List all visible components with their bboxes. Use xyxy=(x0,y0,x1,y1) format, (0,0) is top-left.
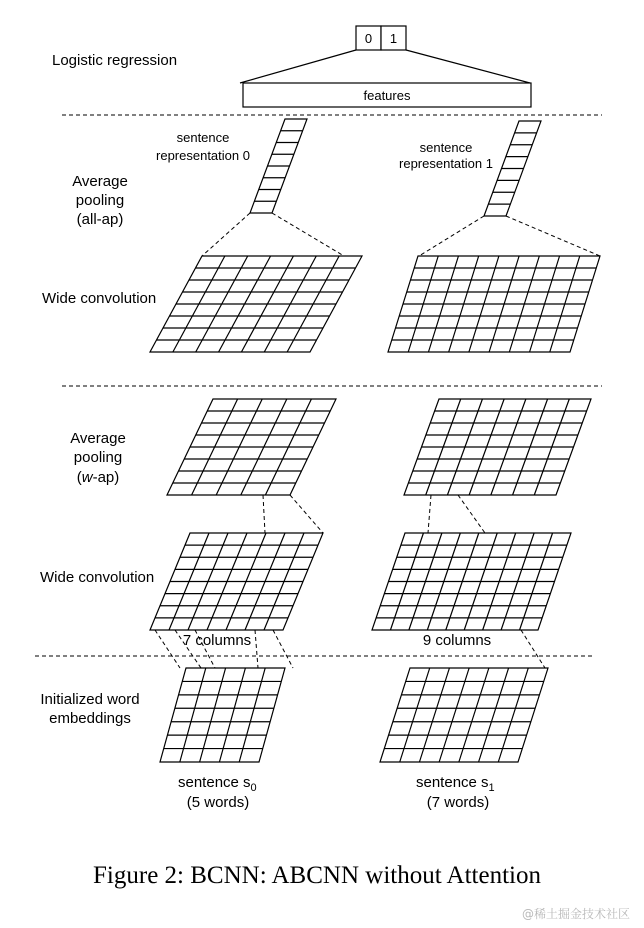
wide-conv-top-label: Wide convolution xyxy=(42,290,157,307)
cols-left-label: 7 columns xyxy=(182,632,252,649)
sentence-representation-0-vector xyxy=(250,119,307,213)
logistic-regression-label: Logistic regression xyxy=(52,52,178,69)
embedding-right-grid xyxy=(380,668,548,762)
grid-col-line xyxy=(459,668,489,762)
grid-col-line xyxy=(479,668,509,762)
wap-connector-right-b xyxy=(458,495,485,533)
watermark: @稀土掘金技术社区 xyxy=(521,907,630,921)
grid-col-line xyxy=(439,668,469,762)
emb-connector-6 xyxy=(521,630,545,668)
grid-col-line xyxy=(239,668,265,762)
embedding-left-grid xyxy=(160,668,285,762)
features-label: features xyxy=(363,88,411,103)
init-embed-line1: Initialized word xyxy=(40,691,140,708)
grid-col-line xyxy=(498,668,528,762)
wide-conv-bottom-label: Wide convolution xyxy=(40,569,155,586)
init-embed-line2: embeddings xyxy=(49,710,131,727)
grid-outline xyxy=(160,668,285,762)
wide-conv-bottom-left-grid xyxy=(150,533,323,630)
sentence-s0-prefix: sentence s xyxy=(178,774,251,791)
avg-pool-all-line2: pooling xyxy=(75,192,125,209)
wap-connector-left-b xyxy=(290,495,323,533)
avg-pool-w-paren: ( xyxy=(76,469,82,486)
lr-connector-right xyxy=(406,50,530,83)
avg-pool-w-variable: w xyxy=(81,469,93,486)
sentence-s1-subscript: 1 xyxy=(488,782,495,794)
allap-connector-right-b xyxy=(506,216,600,256)
sentence-s0-label xyxy=(178,774,257,794)
wap-connector-right-a xyxy=(428,495,431,533)
sentence-s0-subscript: 0 xyxy=(250,782,257,794)
grid-col-line xyxy=(400,668,430,762)
avg-pool-w-line3 xyxy=(77,469,120,486)
w-ap-right-grid xyxy=(404,399,591,495)
sentence-s0-words: (5 words) xyxy=(186,794,250,811)
sentence-rep-0-line1: sentence xyxy=(176,130,230,145)
sentence-s1-label xyxy=(416,774,495,794)
grid-col-line xyxy=(200,668,226,762)
sentence-s1-words: (7 words) xyxy=(426,794,490,811)
sentence-s1-prefix: sentence s xyxy=(416,774,489,791)
sentence-rep-0-line2: representation 0 xyxy=(156,148,250,163)
output-label-1: 1 xyxy=(389,31,398,46)
allap-connector-right-a xyxy=(419,216,484,256)
w-ap-left-grid xyxy=(167,399,336,495)
wide-conv-bottom-right-grid xyxy=(372,533,571,630)
avg-pool-w-line1: Average xyxy=(70,430,126,447)
wide-conv-top-right-grid xyxy=(388,256,600,352)
output-label-0: 0 xyxy=(364,31,373,46)
grid-outline xyxy=(380,668,548,762)
avg-pool-all-line1: Average xyxy=(72,173,128,190)
allap-connector-left-b xyxy=(272,213,344,256)
emb-connector-5 xyxy=(273,630,293,668)
wide-conv-top-left-grid xyxy=(150,256,362,352)
grid-col-line xyxy=(180,668,206,762)
cols-right-label: 9 columns xyxy=(422,632,492,649)
grid-col-line xyxy=(419,668,449,762)
sentence-rep-1-line2: representation 1 xyxy=(399,156,493,171)
wap-connector-left-a xyxy=(263,495,265,533)
avg-pool-w-suffix: -ap) xyxy=(92,469,120,486)
grid-col-line xyxy=(219,668,245,762)
emb-connector-1 xyxy=(155,630,180,668)
lr-connector-left xyxy=(240,50,356,83)
figure-caption: Figure 2: BCNN: ABCNN without Attention xyxy=(93,862,541,889)
avg-pool-w-line2: pooling xyxy=(73,449,123,466)
sentence-rep-1-line1: sentence xyxy=(419,140,473,155)
allap-connector-left-a xyxy=(202,213,250,256)
avg-pool-all-line3: (all-ap) xyxy=(76,211,124,228)
